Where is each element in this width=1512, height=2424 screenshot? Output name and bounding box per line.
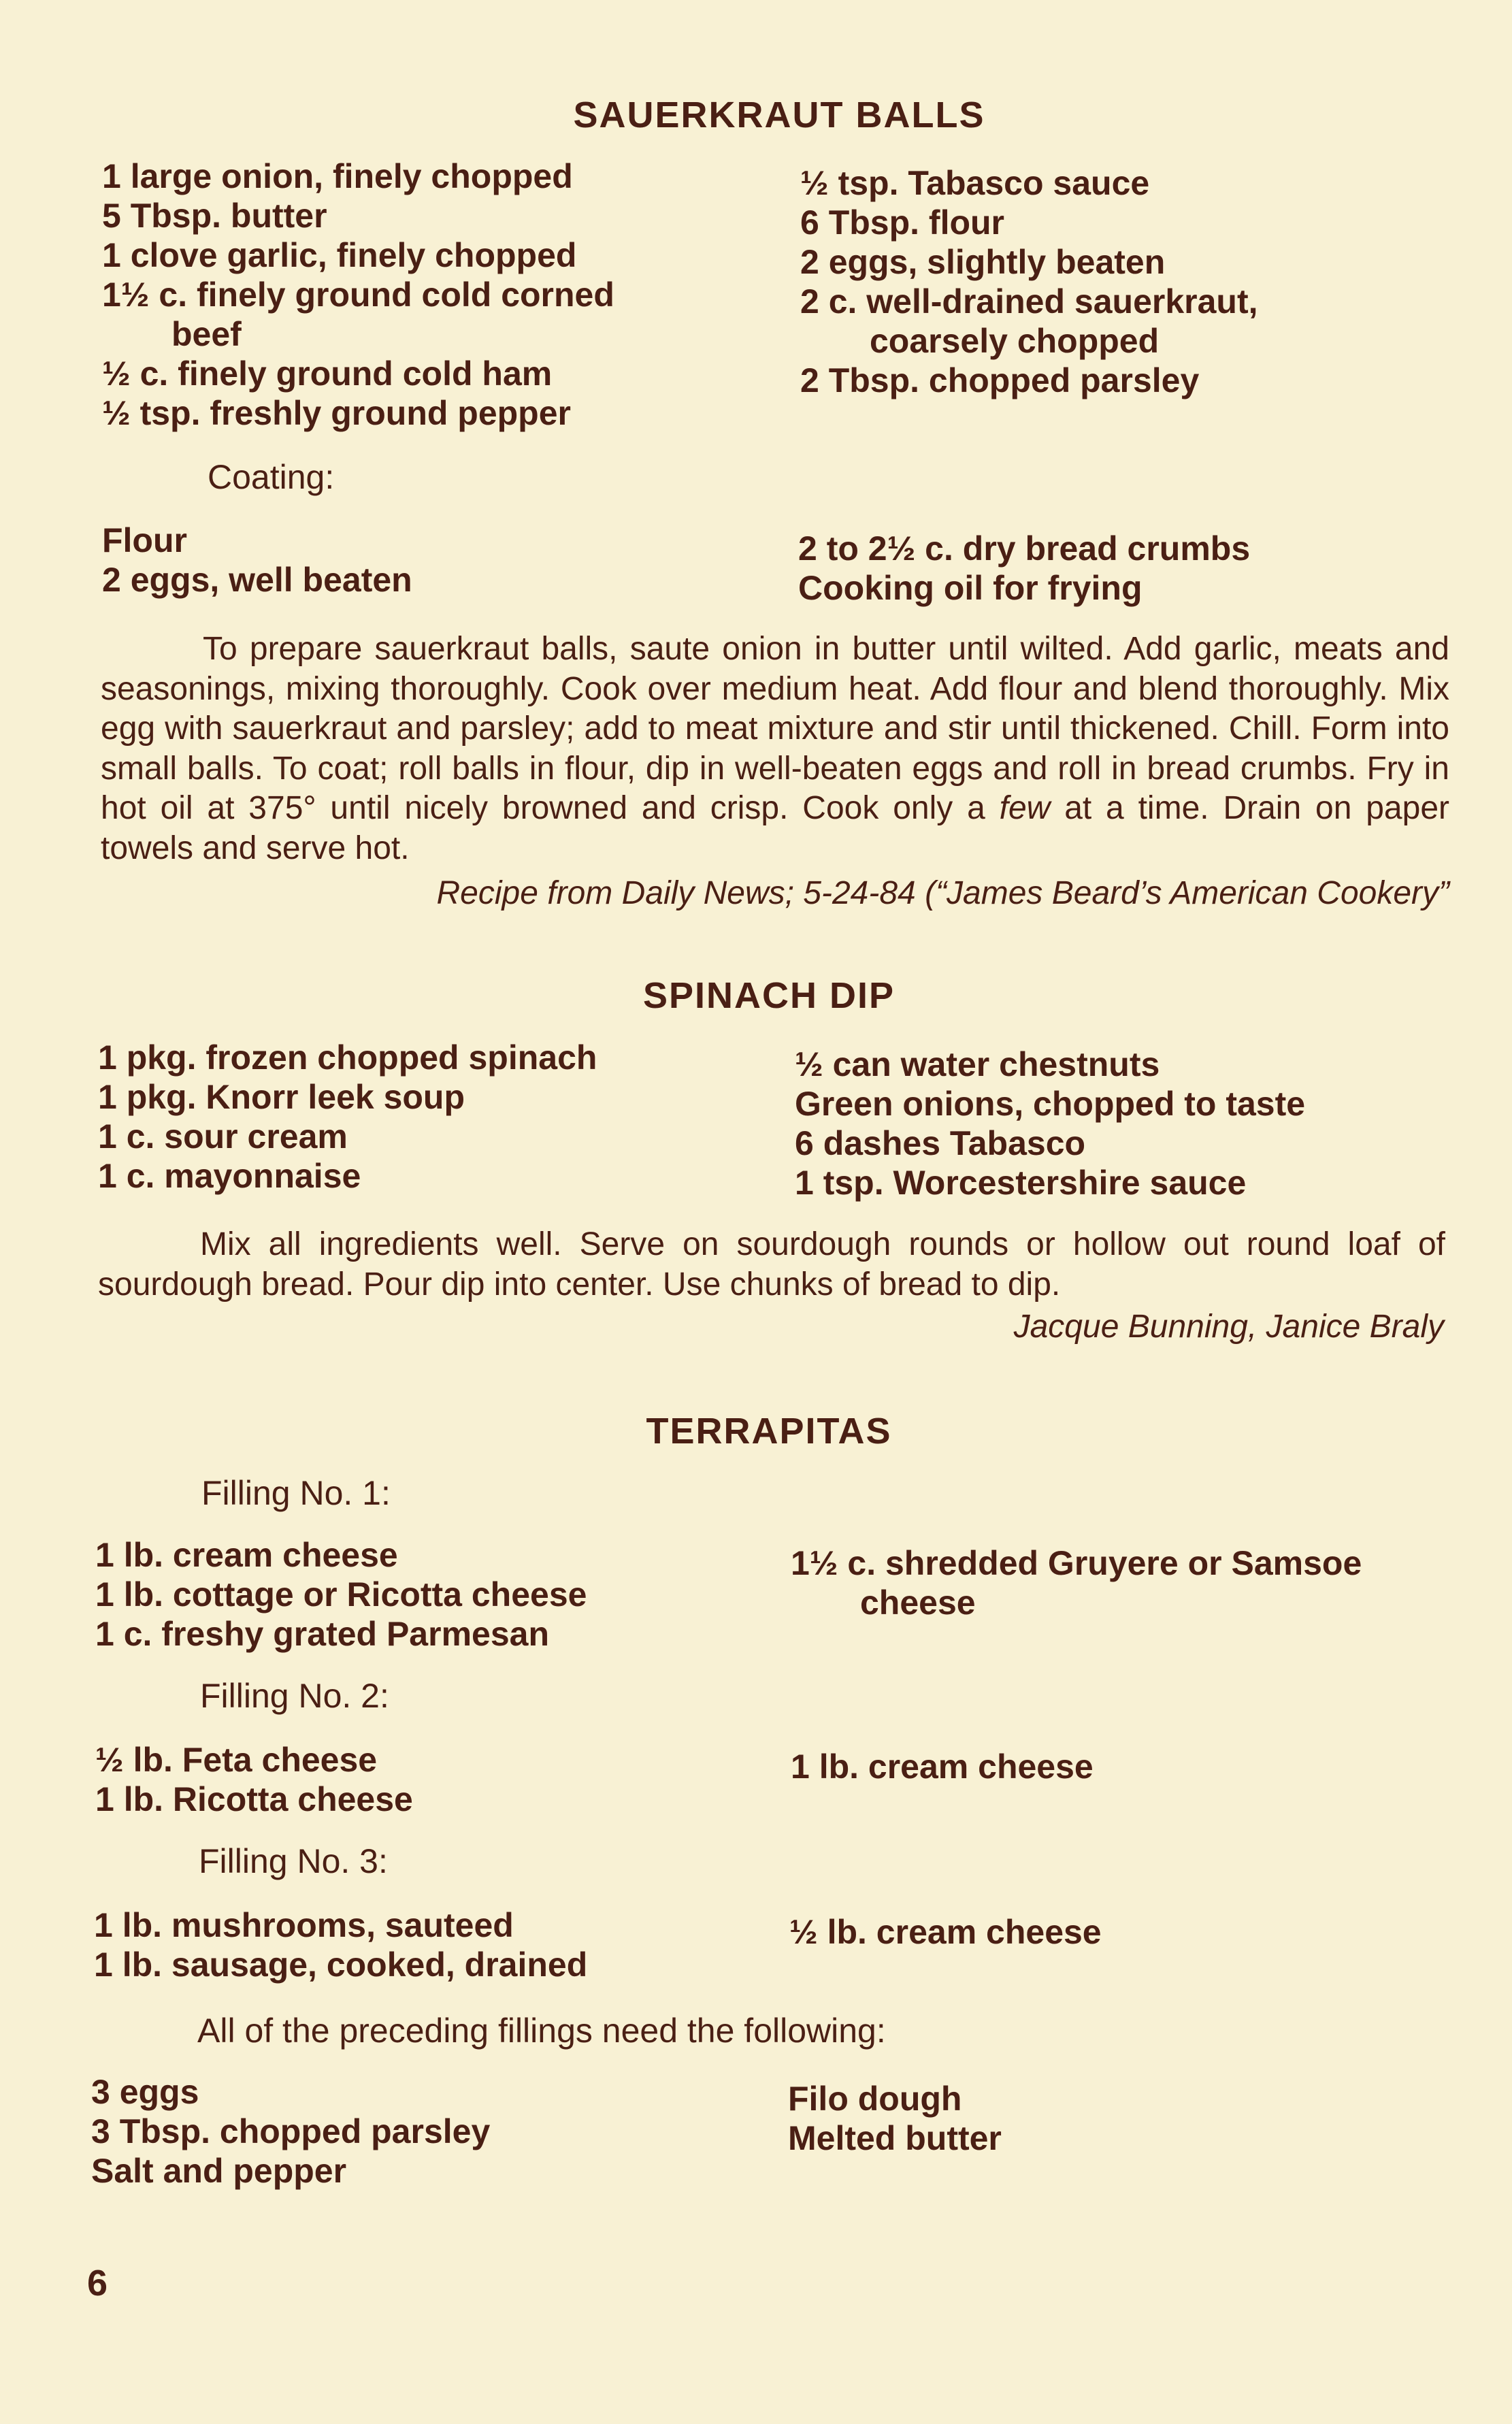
ingredient-continued: cheese: [860, 1584, 976, 1622]
all-fillings-ingredients-left: [91, 2072, 490, 2191]
ingredient: 2 eggs, slightly beaten: [800, 243, 1166, 281]
spinach-ingredients-right: [795, 1045, 1305, 1202]
ingredient: ½ c. finely ground cold ham: [102, 355, 553, 393]
ingredient: 1 pkg. Knorr leek soup: [98, 1078, 465, 1116]
sauerkraut-ingredients-right: [800, 163, 1258, 400]
recipe-title-spinach-dip: SPINACH DIP: [642, 975, 895, 1016]
filling-3-label: Filling No. 3:: [199, 1842, 388, 1880]
ingredient: ½ can water chestnuts: [795, 1045, 1160, 1083]
coating-ingredients-right: [798, 529, 1250, 608]
page-number: 6: [87, 2263, 108, 2304]
spinach-directions: Mix all ingredients well. Serve on sourdough rounds or hollow out round loaf of sourdough bread. Pour dip into center. Use chunks of bread to dip.: [98, 1226, 1445, 1303]
ingredient: 6 Tbsp. flour: [800, 203, 1004, 242]
ingredient: 2 to 2½ c. dry bread crumbs: [798, 529, 1251, 568]
sauerkraut-directions: [101, 629, 1449, 868]
ingredient: Melted butter: [788, 2119, 1002, 2157]
ingredient: ½ tsp. Tabasco sauce: [800, 164, 1150, 202]
ingredient: 2 Tbsp. chopped parsley: [800, 361, 1200, 399]
ingredient: ½ lb. cream cheese: [789, 1913, 1102, 1951]
ingredient: 6 dashes Tabasco: [795, 1124, 1086, 1162]
ingredient: ½ tsp. freshly ground pepper: [102, 394, 571, 432]
filling-3-ingredients-left: [94, 1905, 587, 1984]
ingredient: Flour: [102, 521, 187, 559]
ingredient: 2 c. well-drained sauerkraut,: [800, 282, 1258, 321]
directions-text: To prepare sauerkraut balls, saute onion in butter until wilted. Add garlic, meats and seasonings, mixing thoroughly. Cook over medium heat. Add flour and blend thoroughly. Mix egg with sauerkraut and parsley; add to meat mixture and stir until thickened. Chill. Form into small balls. To coat; roll balls in flour, dip in well-beaten eggs and roll in bread crumbs. Fry in hot oil at 375° until nicely browned and crisp. Cook only a: [101, 631, 1449, 826]
filling-1-ingredients-left: [95, 1535, 587, 1654]
coating-ingredients-left: [102, 521, 412, 600]
filling-2-ingredients-left: [95, 1740, 413, 1819]
ingredient: 1 pkg. frozen chopped spinach: [98, 1038, 597, 1077]
filling-3-ingredients-right: [789, 1912, 1102, 1952]
ingredient-continued: beef: [171, 315, 242, 353]
ingredient: 3 eggs: [91, 2073, 199, 2111]
ingredient: Salt and pepper: [91, 2152, 347, 2190]
ingredient: ½ lb. Feta cheese: [95, 1741, 378, 1779]
ingredient: Green onions, chopped to taste: [795, 1085, 1306, 1123]
directions-italic-word: few: [999, 790, 1051, 826]
directions-text-end: at a time. Drain on paper towels and serve hot.: [101, 790, 1449, 866]
ingredient: 3 Tbsp. chopped parsley: [91, 2112, 491, 2150]
all-fillings-label: All of the preceding fillings need the following:: [197, 2012, 886, 2050]
filling-2-label: Filling No. 2:: [200, 1677, 389, 1715]
ingredient: 1 tsp. Worcestershire sauce: [795, 1164, 1247, 1202]
ingredient: 1 lb. mushrooms, sauteed: [94, 1906, 514, 1944]
ingredient: 1 lb. sausage, cooked, drained: [94, 1946, 588, 1984]
ingredient: 1 large onion, finely chopped: [102, 157, 573, 195]
coating-label: Coating:: [208, 458, 335, 496]
sauerkraut-credit: Recipe from Daily News; 5-24-84 (“James Beard’s American Cookery”: [436, 875, 1449, 911]
ingredient: 1 c. sour cream: [98, 1117, 348, 1156]
ingredient: 5 Tbsp. butter: [102, 197, 327, 235]
filling-2-ingredients-right: [791, 1747, 1094, 1786]
filling-1-ingredients-right: [791, 1543, 1362, 1622]
ingredient: 2 eggs, well beaten: [102, 561, 412, 599]
spinach-ingredients-left: [98, 1038, 597, 1196]
ingredient: 1½ c. finely ground cold corned: [102, 276, 614, 314]
recipe-title-terrapitas: TERRAPITAS: [646, 1411, 892, 1452]
all-fillings-ingredients-right: [788, 2079, 1002, 2158]
ingredient: 1 lb. cream cheese: [791, 1748, 1094, 1786]
sauerkraut-ingredients-left: [102, 157, 614, 433]
ingredient: 1 c. freshy grated Parmesan: [95, 1615, 549, 1653]
spinach-credit: Jacque Bunning, Janice Braly: [1013, 1309, 1444, 1345]
ingredient: 1 lb. cottage or Ricotta cheese: [95, 1575, 587, 1614]
ingredient: 1 lb. Ricotta cheese: [95, 1780, 413, 1818]
ingredient: Cooking oil for frying: [798, 569, 1143, 607]
ingredient-continued: coarsely chopped: [870, 322, 1160, 360]
recipe-title-sauerkraut-balls: SAUERKRAUT BALLS: [573, 95, 985, 135]
ingredient: 1 lb. cream cheese: [95, 1536, 398, 1574]
ingredient: 1 c. mayonnaise: [98, 1157, 361, 1195]
filling-1-label: Filling No. 1:: [201, 1474, 391, 1512]
ingredient: Filo dough: [788, 2080, 962, 2118]
ingredient: 1 clove garlic, finely chopped: [102, 236, 577, 274]
ingredient: 1½ c. shredded Gruyere or Samsoe: [791, 1544, 1362, 1582]
